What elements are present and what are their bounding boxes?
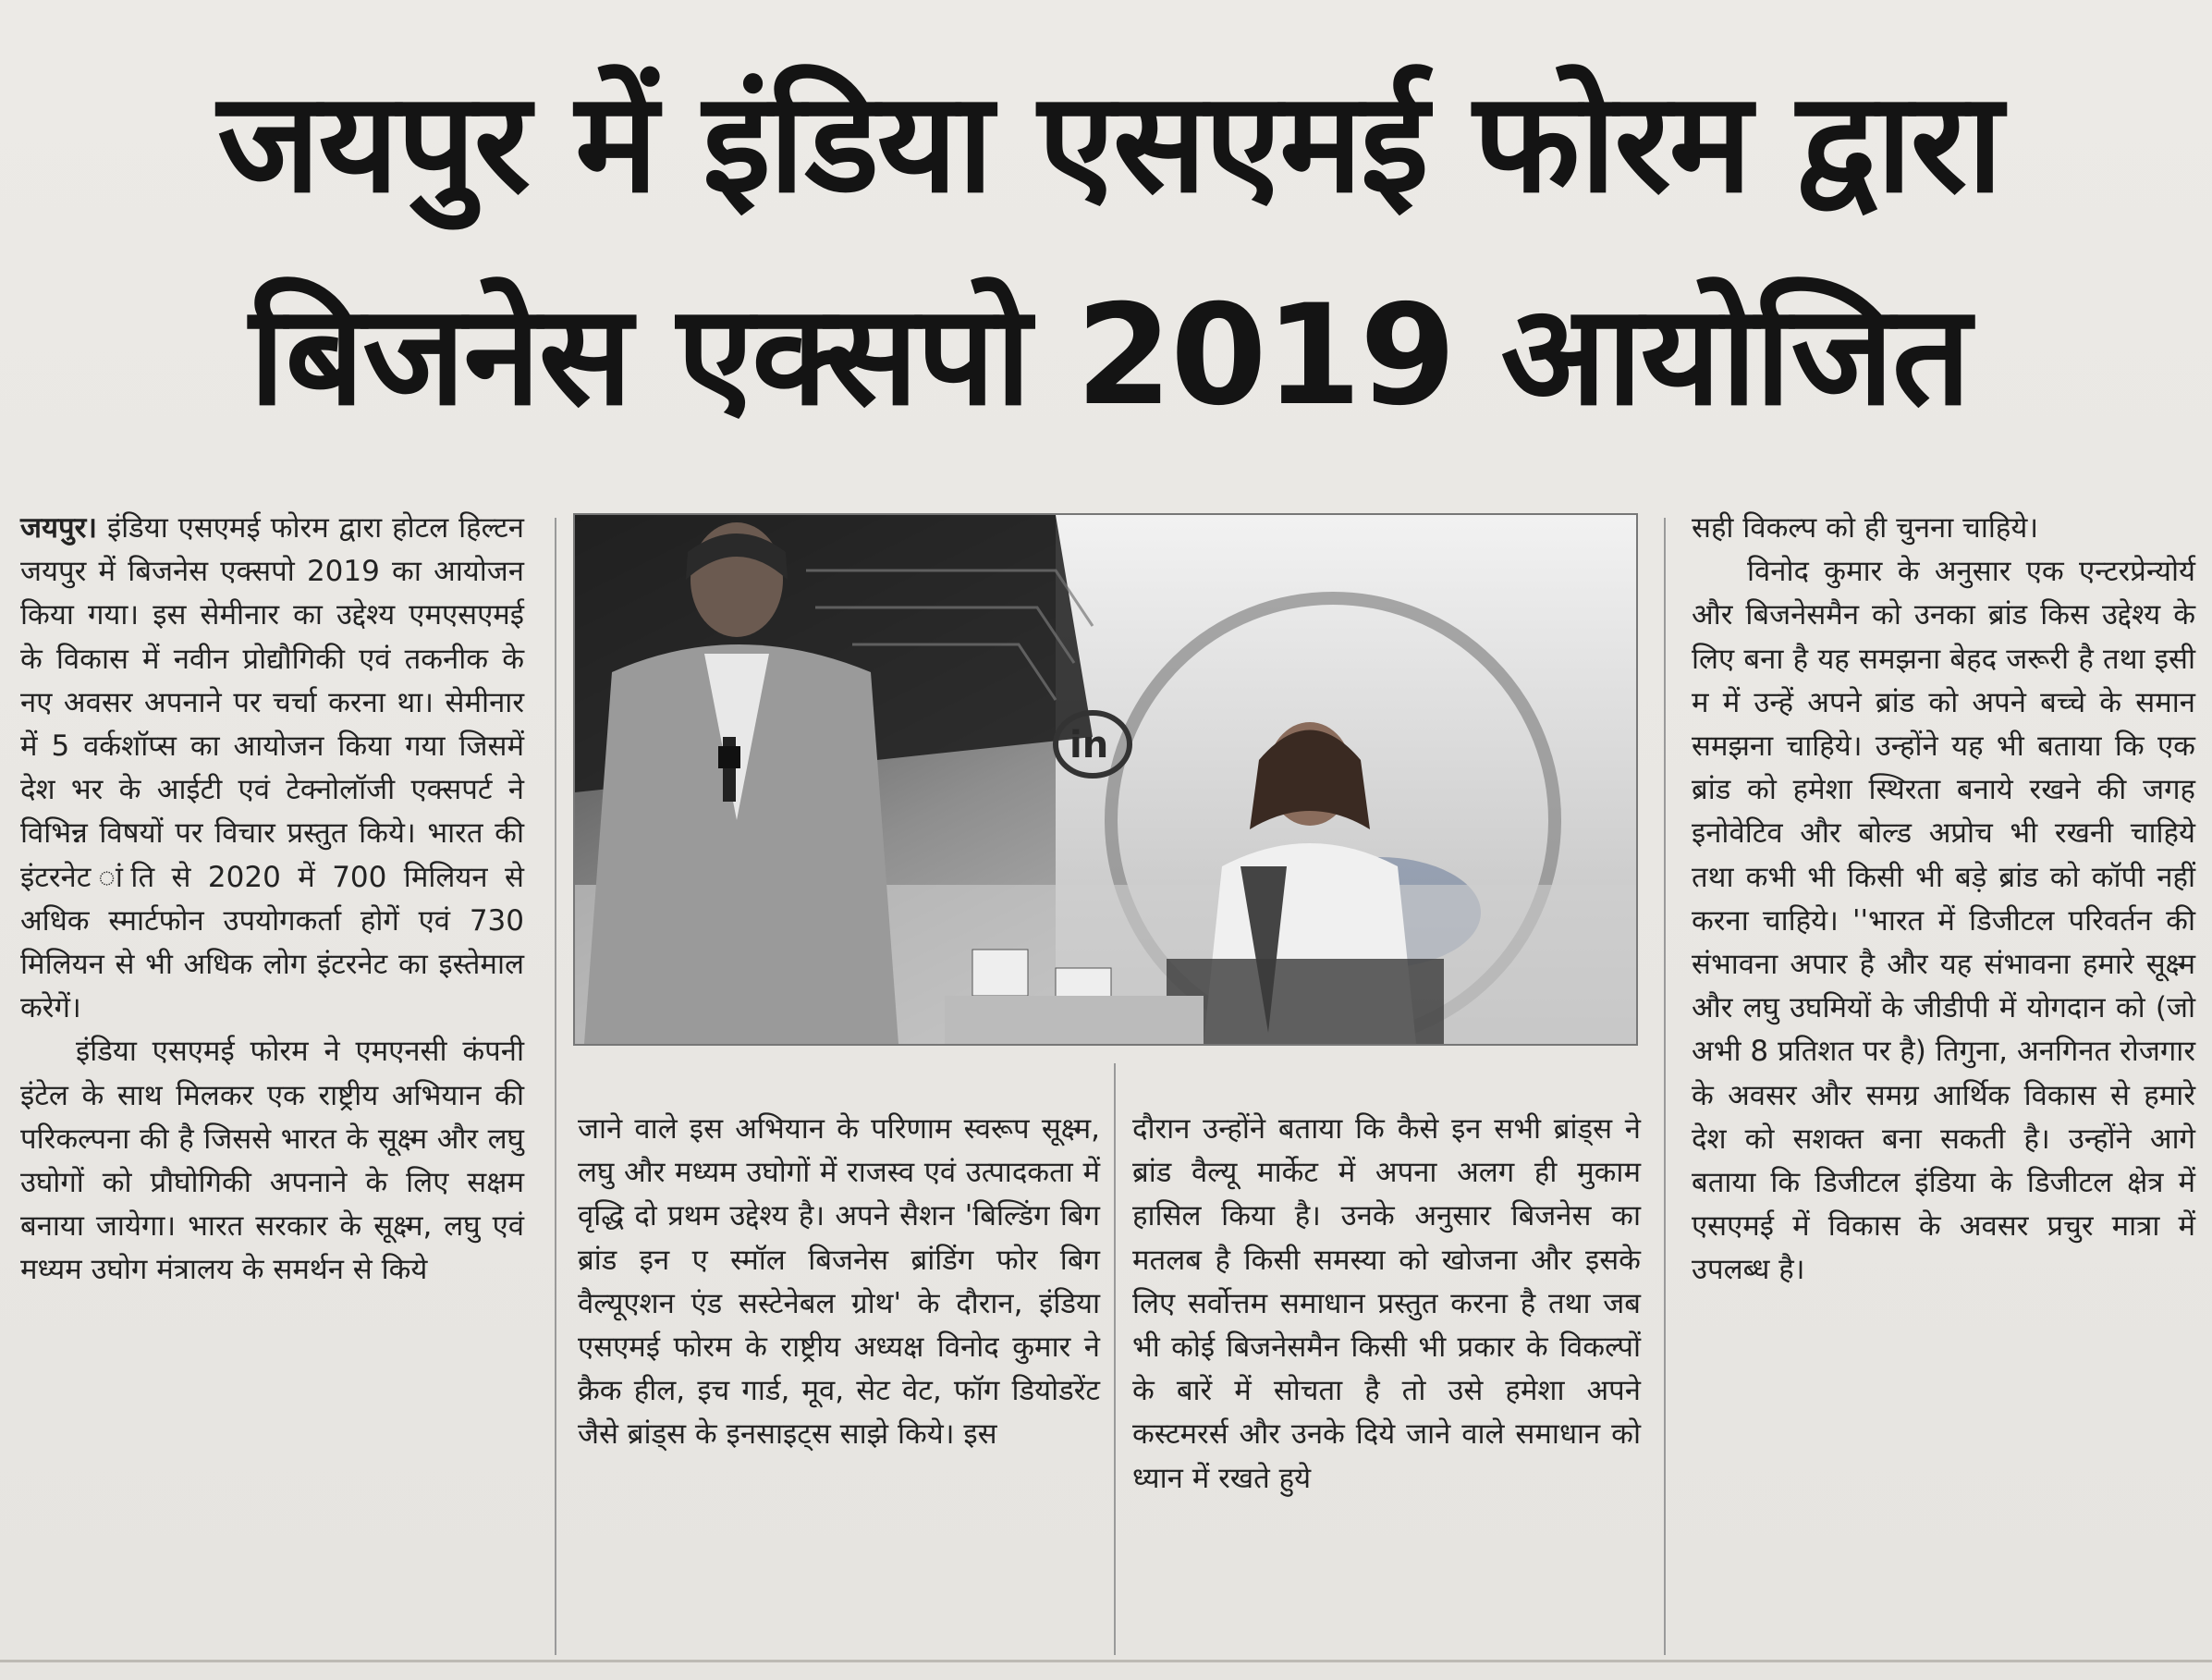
- column-1-paragraph-1: [20, 507, 524, 1030]
- column-4-paragraph-1: सही विकल्प को ही चुनना चाहिये।: [1692, 511, 2039, 545]
- event-photo: [573, 513, 1638, 1046]
- article-column-2: [578, 1108, 1100, 1457]
- column-1-text-1: इंडिया एसएमई फोरम द्वारा होटल हिल्टन जयपुर में बिजनेस एक्सपो 2019 का आयोजन किया गया। इस सेमीनार का उद्देश्य एमएसएमई के विकास में नवीन प्रोद्यौगिकी एवं तकनीक के नए अवसर अपनाने पर चर्चा करना था। सेमीनार में 5 वर्कशॉप्स का आयोजन किया गया जिसमें देश भर के आईटी एवं टेक्नोलॉजी एक्सपर्ट ने विभिन्न विषयों पर विचार प्रस्तुत किये। भारत की इंटरनेट ांति से 2020 में 700 मिलियन से अधिक स्मार्टफोन उपयोगकर्ता होगें एवं 730 मिलियन से भी अधिक लोग इंटरनेट का इस्तेमाल करेगें।: [20, 511, 524, 1025]
- column-2-paragraph-1: जाने वाले इस अभियान के परिणाम स्वरूप सूक्ष्म, लघु और मध्यम उघोगों में राजस्व एवं उत्पादकता में वृद्धि दो प्रथम उद्देश्य है। अपने सैशन 'बिल्डिंग बिग ब्रांड इन ए स्मॉल बिजनेस ब्रांडिंग फोर बिग वैल्यूएशन एंड सस्टेनेबल ग्रोथ' के दौरान, इंडिया एसएमई फोरम के राष्ट्रीय अध्यक्ष विनोद कुमार ने क्रैक हील, इच गार्ड, मूव, सेट वेट, फॉग डियोडरेंट जैसे ब्रांड्स के इनसाइट्स साझे किये। इस: [578, 1112, 1100, 1452]
- article-column-4: [1692, 507, 2195, 1293]
- column-4-paragraph-2: विनोद कुमार के अनुसार एक एन्टरप्रेन्योर्य और बिजनेसमैन को उनका ब्रांड किस उद्देश्य के लिए बना है यह समझना बेहद जरूरी है तथा इसी म में उन्हें अपने ब्रांड को अपने बच्चे के समान समझना चाहिये। उन्होंने यह भी बताया कि एक ब्रांड को हमेशा स्थिरता बनाये रखने की जगह इनोवेटिव और बोल्ड अप्रोच भी रखनी चाहिये तथा कभी भी किसी भी बड़े ब्रांड को कॉपी नहीं करना चाहिये। ''भारत में डिजीटल परिवर्तन की संभावना अपार है और यह संभावना हमारे सूक्ष्म और लघु उघमियों के जीडीपी में योगदान को (जो अभी 8 प्रतिशत पर है) तिगुना, अनगिनत रोजगार के अवसर और समग्र आर्थिक विकास से हमारे देश को सशक्त बना सकती है। उन्होंने आगे बताया कि डिजीटल इंडिया के डिजीटल क्षेत्र में एसएमई में विकास के अवसर प्रचुर मात्रा में उपलब्ध है।: [1692, 555, 2195, 1287]
- sponsor-logo-text: in: [1069, 724, 1109, 766]
- dateline: जयपुर।: [20, 511, 98, 545]
- column-3-paragraph-1: दौरान उन्होंने बताया कि कैसे इन सभी ब्रांड्स ने ब्रांड वैल्यू मार्केट में अपना अलग ही मुकाम हासिल किया है। उनके अनुसार बिजनेस का मतलब है किसी समस्या को खोजना और इसके लिए सर्वोत्तम समाधान प्रस्तुत करना है तथा जब भी कोई बिजनेसमैन किसी भी प्रकार के विकल्पों के बारें में सोचता है तो उसे हमेशा अपने कस्टमरर्स और उनके दिये जाने वाले समाधान को ध्यान में रखते हुये: [1132, 1112, 1641, 1495]
- column-1-paragraph-2: इंडिया एसएमई फोरम ने एमएनसी कंपनी इंटेल के साथ मिलकर एक राष्ट्रीय अभियान की परिकल्पना की है जिससे भारत के सूक्ष्म और लघु उघोगों को प्रौघोगिकी अपनाने के लिए सक्षम बनाया जायेगा। भारत सरकार के सूक्ष्म, लघु एवं मध्यम उघोग मंत्रालय के समर्थन से किये: [20, 1035, 524, 1287]
- article-column-3: [1132, 1108, 1641, 1501]
- headline-line-1: जयपुर में इंडिया एसएमई फोरम द्वारा: [217, 63, 2001, 224]
- page-bottom-rule: [0, 1660, 2212, 1662]
- column-divider: [555, 518, 556, 1655]
- article-column-1: [20, 507, 524, 1293]
- event-photo-illustration: [575, 515, 1636, 1044]
- column-divider: [1664, 518, 1666, 1655]
- headline-line-2: बिजनेस एक्सपो 2019 आयोजित: [249, 276, 1970, 436]
- column-divider: [1114, 1063, 1116, 1655]
